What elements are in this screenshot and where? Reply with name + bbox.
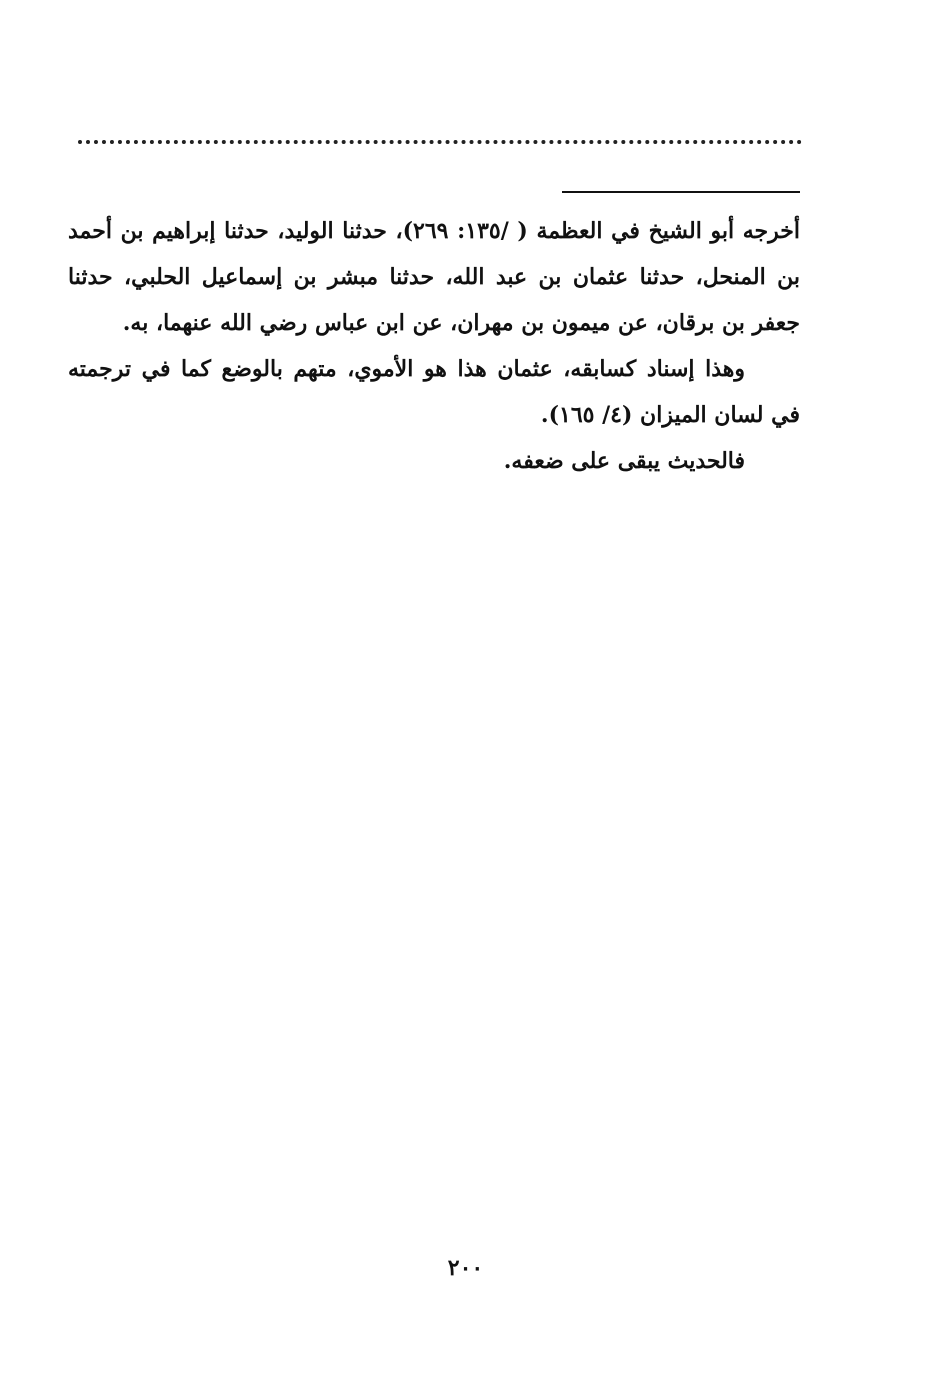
footnote-text — [68, 208, 800, 484]
dotted-separator — [78, 140, 802, 144]
page-number: ٢٠٠ — [447, 1255, 484, 1281]
footnote-rule — [562, 191, 800, 193]
footnote-paragraph-isnad: وهذا إسناد كسابقه، عثمان هذا هو الأموي، متهم بالوضع كما في ترجمته في لسان الميزان (٤/ ١٦٥). — [68, 356, 800, 428]
footnote-paragraph-takhrij: أخرجه أبو الشيخ في العظمة ( /١٣٥: ٢٦٩)، حدثنا الوليد، حدثنا إبراهيم بن أحمد بن المنحل، حدثنا عثمان بن عبد الله، حدثنا مبشر بن إسماعيل الحلبي، حدثنا جعفر بن برقان، عن ميمون بن مهران، عن ابن عباس رضي الله عنهما، به. — [68, 218, 801, 336]
footnote-paragraph-conclusion: فالحديث يبقى على ضعفه. — [503, 448, 745, 474]
